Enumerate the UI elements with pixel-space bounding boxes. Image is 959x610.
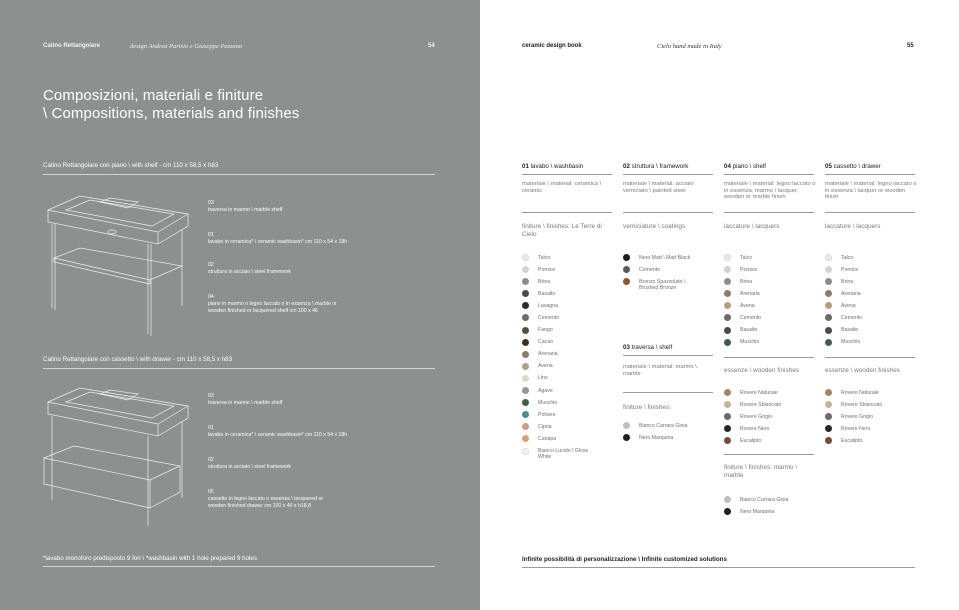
color-swatch-icon	[724, 302, 731, 309]
annotation-text: lavabo in ceramica* \ ceramic washbasin* cm 110 x 54 x 18h	[208, 239, 348, 245]
swatch-item	[724, 302, 761, 314]
swatch-label: Eucalipto	[740, 437, 762, 444]
color-swatch-icon	[522, 411, 529, 418]
swatch-item	[724, 254, 761, 266]
color-swatch-icon	[623, 278, 630, 285]
swatch-item	[522, 423, 600, 435]
swatch-item	[522, 254, 600, 266]
col-number: 01	[522, 163, 529, 170]
swatch-label: Nero Matt \ Matt Black	[639, 254, 691, 261]
col-number: 05	[825, 163, 832, 170]
swatch-item	[825, 302, 862, 314]
color-swatch-icon	[825, 389, 832, 396]
drawer-lacquer-swatch-list	[825, 254, 862, 351]
swatch-item	[623, 422, 687, 434]
color-swatch-icon	[724, 425, 731, 432]
swatch-item	[724, 508, 788, 520]
swatch-item	[825, 327, 862, 339]
swatch-label: Nero Marquina	[639, 434, 674, 441]
swatch-label: Cipria	[538, 423, 552, 430]
annotation-text: lavabo in ceramica* \ ceramic washbasin* cm 110 x 54 x 18h	[208, 432, 348, 438]
color-swatch-icon	[724, 327, 731, 334]
col-washbasin-finish-title: finiture \ finishes: Le Terre di Cielo	[522, 223, 602, 238]
annotation-text: piano in marmo o legno laccato o in essenza \ marble or wooden finished or lacquered shelf cm 100 x 46	[208, 301, 337, 314]
annotation-number: 02	[208, 457, 214, 463]
swatch-label: Bianco Carrara Gioia	[639, 422, 688, 429]
swatch-label: Nero Marquina	[740, 508, 775, 515]
swatch-label: Talco	[740, 254, 753, 261]
col-framework-coatings-title: verniciature \ coatings	[623, 223, 686, 230]
color-swatch-icon	[522, 327, 529, 334]
swatch-item	[623, 434, 687, 446]
annotation-drawer	[208, 489, 333, 510]
swatch-item	[522, 375, 600, 387]
annotation-marble-shelf	[208, 393, 348, 407]
color-swatch-icon	[825, 425, 832, 432]
color-swatch-icon	[724, 266, 731, 273]
top-wood-swatch-list	[724, 389, 781, 449]
swatch-item	[522, 327, 600, 339]
swatch-label: Fango	[538, 327, 553, 334]
swatch-label: Pomice	[740, 266, 758, 273]
color-swatch-icon	[724, 339, 731, 346]
swatch-item	[623, 278, 701, 298]
swatch-label: Talco	[538, 254, 551, 261]
color-swatch-icon	[724, 278, 731, 285]
annotation-number: 03	[208, 200, 214, 206]
annotation-text: struttura in acciaio \ steel framework	[208, 269, 292, 275]
annotation-number: 05	[208, 489, 214, 495]
swatch-label: Talco	[841, 254, 854, 261]
color-swatch-icon	[623, 254, 630, 261]
divider	[522, 567, 915, 568]
swatch-item	[724, 327, 761, 339]
top-lacquer-swatch-list	[724, 254, 761, 351]
swatch-label: Polvere	[538, 411, 556, 418]
color-swatch-icon	[522, 435, 529, 442]
section-heading-shelf: Catino Rettangolare con piano \ with shelf - cm 110 x 58,5 x h83	[43, 162, 219, 169]
swatch-item	[724, 401, 781, 413]
color-swatch-icon	[522, 314, 529, 321]
drawer-wood-swatch-list	[825, 389, 882, 449]
col-washbasin-material: materiale \ material: ceramica \ ceramic	[522, 181, 602, 194]
col-title: traversa \ shelf	[631, 344, 673, 351]
header-title: ceramic design book	[522, 43, 582, 49]
swatch-label: Rovere Naturale	[740, 389, 778, 396]
color-swatch-icon	[825, 339, 832, 346]
swatch-item	[724, 266, 761, 278]
divider	[522, 212, 612, 213]
color-swatch-icon	[724, 496, 731, 503]
swatch-label: Rovere Grigio	[841, 413, 874, 420]
color-swatch-icon	[623, 422, 630, 429]
swatch-item	[522, 351, 600, 363]
col-title: lavabo \ washbasin	[530, 163, 584, 170]
washbasin-swatch-list	[522, 254, 600, 468]
divider	[623, 355, 713, 356]
color-swatch-icon	[522, 351, 529, 358]
swatch-label: Canapa	[538, 435, 557, 442]
swatch-item	[522, 290, 600, 302]
col-number: 03	[623, 344, 630, 351]
swatch-item	[522, 435, 600, 447]
color-swatch-icon	[522, 278, 529, 285]
color-swatch-icon	[522, 363, 529, 370]
swatch-item	[522, 314, 600, 326]
divider	[623, 392, 713, 393]
color-swatch-icon	[825, 413, 832, 420]
color-swatch-icon	[825, 401, 832, 408]
col-top-wood-title: essenze \ wooden finishes	[724, 367, 799, 374]
divider	[825, 357, 915, 358]
header-title: Catino Rettangolare	[43, 43, 101, 49]
swatch-item	[724, 339, 761, 351]
swatch-label: Rovere Naturale	[841, 389, 879, 396]
annotation-number: 03	[208, 393, 214, 399]
swatch-item	[825, 266, 862, 278]
footnote: *lavabo monoforo predisposto 9 fori \ *washbasin with 1 hole prepared 9 holes	[43, 555, 257, 562]
col-top-marble-title: finiture \ finishes: marmo \ marble	[724, 464, 798, 479]
swatch-item	[724, 496, 788, 508]
col-framework-material: materiale \ material: acciaio verniciato \ painted steel	[623, 181, 694, 194]
color-swatch-icon	[623, 434, 630, 441]
swatch-label: Brina	[740, 278, 753, 285]
footer-text: Infinite possibilità di personalizzazione \ Infinite customized solutions	[522, 556, 727, 563]
color-swatch-icon	[724, 437, 731, 444]
swatch-item	[724, 425, 781, 437]
swatch-label: Rovere Grigio	[740, 413, 773, 420]
swatch-item	[522, 266, 600, 278]
page-title-line2: \ Compositions, materials and finishes	[43, 105, 300, 122]
header-italic: Cielo hand made in Italy	[657, 43, 722, 50]
col-drawer-lacquers-title: laccature \ lacquers	[825, 223, 881, 230]
coatings-swatch-list	[623, 254, 701, 298]
annotation-text: cassetto in legno laccato o essenza \ lacquered or wooden finished drawer cm 100 x 46 x h18,8	[208, 496, 324, 509]
col-drawer-material: materiale \ material: legno laccato o in essenza \ lacquer or wooden finish	[825, 181, 917, 201]
swatch-item	[623, 266, 701, 278]
page-number: 55	[907, 43, 914, 49]
annotation-text: traversa in marmo \ marble shelf	[208, 400, 283, 406]
swatch-item	[522, 302, 600, 314]
swatch-label: Bianco Lucido \ Gloss White	[538, 448, 589, 460]
page-number: 54	[428, 43, 435, 49]
swatch-label: Rovere Sbiancato	[740, 401, 782, 408]
swatch-item	[623, 254, 701, 266]
col-drawer-wood-title: essenze \ wooden finishes	[825, 367, 900, 374]
color-swatch-icon	[825, 266, 832, 273]
swatch-label: Muschio	[538, 399, 558, 406]
swatch-label: Eucalipto	[841, 437, 863, 444]
color-swatch-icon	[724, 508, 731, 515]
right-page	[480, 0, 959, 610]
divider	[724, 212, 814, 213]
color-swatch-icon	[522, 266, 529, 273]
color-swatch-icon	[522, 290, 529, 297]
color-swatch-icon	[724, 314, 731, 321]
color-swatch-icon	[825, 437, 832, 444]
washbasin-with-drawer-illustration	[40, 380, 200, 530]
swatch-item	[724, 389, 781, 401]
col-framework-heading	[623, 163, 688, 170]
color-swatch-icon	[522, 302, 529, 309]
swatch-item	[825, 278, 862, 290]
col-shelf-finish-title: finiture \ finishes:	[623, 404, 671, 411]
divider	[724, 174, 814, 175]
annotation-washbasin	[208, 425, 348, 439]
color-swatch-icon	[522, 375, 529, 382]
annotation-text: traversa in marmo \ marble shelf	[208, 207, 283, 213]
swatch-label: Cemento	[639, 266, 661, 273]
color-swatch-icon	[825, 278, 832, 285]
color-swatch-icon	[522, 387, 529, 394]
col-shelf-material: materiale \ material: marmo \ marble	[623, 364, 697, 377]
color-swatch-icon	[522, 339, 529, 346]
color-swatch-icon	[825, 327, 832, 334]
swatch-item	[825, 254, 862, 266]
swatch-label: Bronzo Spazzolato \ Brushed Bronze	[639, 278, 686, 291]
col-top-lacquers-title: laccature \ lacquers	[724, 223, 780, 230]
swatch-item	[724, 290, 761, 302]
swatch-label: Bianco Carrara Gioia	[740, 496, 789, 503]
top-marble-swatch-list	[724, 496, 788, 520]
swatch-label: Arenaria	[841, 290, 861, 297]
swatch-item	[825, 290, 862, 302]
swatch-label: Brina	[538, 278, 551, 285]
divider	[623, 212, 713, 213]
annotation-framework	[208, 457, 348, 471]
swatch-label: Cemento	[538, 314, 560, 321]
swatch-label: Pomice	[841, 266, 859, 273]
color-swatch-icon	[724, 413, 731, 420]
swatch-label: Pomice	[538, 266, 556, 273]
swatch-item	[522, 339, 600, 351]
swatch-label: Lino	[538, 375, 548, 382]
swatch-label: Brina	[841, 278, 854, 285]
swatch-item	[825, 389, 882, 401]
swatch-label: Lavagna	[538, 302, 558, 309]
swatch-label: Basalto	[841, 327, 859, 334]
annotation-number: 01	[208, 425, 214, 431]
swatch-label: Muschio	[740, 339, 760, 346]
annotation-marble-shelf	[208, 200, 348, 214]
swatch-label: Arenaria	[740, 290, 760, 297]
col-drawer-heading	[825, 163, 881, 170]
color-swatch-icon	[825, 290, 832, 297]
page-title	[43, 87, 299, 123]
header-design: design Andrea Parisio e Giuseppe Pezzano	[130, 43, 243, 50]
color-swatch-icon	[724, 290, 731, 297]
section-heading-drawer: Catino Rettangolare con cassetto \ with drawer - cm 110 x 58,5 x h83	[43, 356, 233, 363]
col-title: struttura \ framework	[631, 163, 689, 170]
color-swatch-icon	[724, 254, 731, 261]
col-number: 02	[623, 163, 630, 170]
color-swatch-icon	[522, 423, 529, 430]
swatch-label: Avena	[841, 302, 856, 309]
swatch-label: Cemento	[740, 314, 762, 321]
swatch-item	[522, 278, 600, 290]
annotation-number: 02	[208, 262, 214, 268]
divider	[825, 174, 915, 175]
annotation-framework	[208, 262, 348, 276]
divider	[43, 174, 435, 175]
col-top-material: materiale \ material: legno laccato o in essenza, marmo \ lacquer, wooden or marble finish	[724, 181, 816, 201]
color-swatch-icon	[623, 266, 630, 273]
swatch-label: Cacao	[538, 339, 553, 346]
color-swatch-icon	[522, 399, 529, 406]
divider	[623, 174, 713, 175]
swatch-label: Basalto	[538, 290, 556, 297]
swatch-label: Avena	[538, 363, 553, 370]
col-top-heading	[724, 163, 766, 170]
swatch-label: Rovere Sbiancato	[841, 401, 883, 408]
swatch-label: Cemento	[841, 314, 863, 321]
annotation-number: 04	[208, 294, 214, 300]
color-swatch-icon	[522, 448, 529, 455]
swatch-label: Agave	[538, 387, 553, 394]
divider	[724, 357, 814, 358]
swatch-item	[825, 339, 862, 351]
swatch-label: Arenaria	[538, 351, 558, 358]
swatch-item	[825, 413, 882, 425]
annotation-top-shelf	[208, 294, 338, 315]
swatch-item	[825, 401, 882, 413]
divider	[724, 454, 814, 455]
col-title: cassetto \ drawer	[833, 163, 881, 170]
col-washbasin-heading	[522, 163, 583, 170]
color-swatch-icon	[522, 254, 529, 261]
swatch-item	[522, 399, 600, 411]
col-shelf-heading	[623, 344, 672, 351]
swatch-label: Avena	[740, 302, 755, 309]
swatch-item	[724, 413, 781, 425]
color-swatch-icon	[825, 254, 832, 261]
divider	[43, 566, 435, 567]
annotation-text: struttura in acciaio \ steel framework	[208, 464, 292, 470]
swatch-label: Rovere Nero	[740, 425, 770, 432]
swatch-item	[522, 448, 600, 468]
color-swatch-icon	[724, 401, 731, 408]
swatch-item	[724, 314, 761, 326]
color-swatch-icon	[825, 314, 832, 321]
col-title: piano \ shelf	[732, 163, 766, 170]
divider	[825, 212, 915, 213]
col-number: 04	[724, 163, 731, 170]
annotation-washbasin	[208, 232, 348, 246]
divider	[522, 174, 612, 175]
washbasin-with-shelf-illustration	[40, 188, 200, 338]
swatch-item	[724, 278, 761, 290]
swatch-label: Muschio	[841, 339, 861, 346]
swatch-item	[522, 387, 600, 399]
annotation-number: 01	[208, 232, 214, 238]
divider	[43, 368, 435, 369]
color-swatch-icon	[825, 302, 832, 309]
swatch-label: Rovere Nero	[841, 425, 871, 432]
page-title-line1: Composizioni, materiali e finiture	[43, 87, 264, 104]
swatch-item	[825, 425, 882, 437]
swatch-item	[522, 363, 600, 375]
swatch-item	[825, 314, 862, 326]
color-swatch-icon	[724, 389, 731, 396]
swatch-item	[724, 437, 781, 449]
swatch-item	[825, 437, 882, 449]
swatch-item	[522, 411, 600, 423]
shelf-marble-swatch-list	[623, 422, 687, 446]
swatch-label: Basalto	[740, 327, 758, 334]
